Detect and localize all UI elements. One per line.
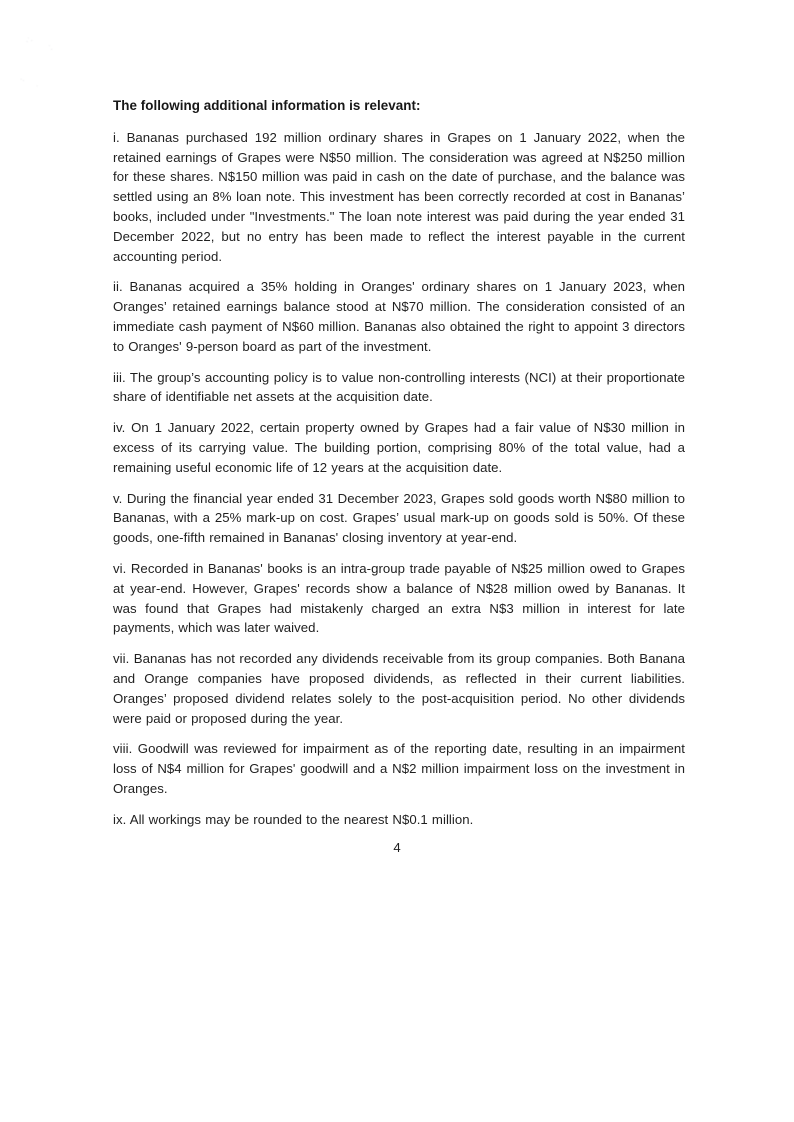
scan-smudge-mark: ˙ xyxy=(35,85,39,94)
section-heading: The following additional information is relevant: xyxy=(113,98,421,113)
paragraph-ii: ii. Bananas acquired a 35% holding in Oranges' ordinary shares on 1 January 2023, when Oranges’ retained earnings balance stood at N$70 million. The consideration consisted of an immediate cash payment of N$60 million. Bananas also obtained the right to appoint 3 directors to Oranges' 9-person board as part of the investment. xyxy=(113,279,685,354)
paragraph-viii: viii. Goodwill was reviewed for impairment as of the reporting date, resulting in an impairment loss of N$4 million for Grapes' goodwill and a N$2 million impairment loss on the investment in Oranges. xyxy=(113,741,685,796)
document-body xyxy=(113,96,685,841)
scan-smudge-mark: ·˙· xyxy=(25,37,34,46)
paragraph-vii: vii. Bananas has not recorded any dividends receivable from its group companies. Both Banana and Orange companies have proposed dividends, as reflected in their current liabilities. Oranges’ proposed dividend relates solely to the post-acquisition period. No other dividends were paid or proposed during the year. xyxy=(113,651,685,726)
scan-smudge-mark: ˙· xyxy=(47,45,54,54)
paragraph-i: i. Bananas purchased 192 million ordinary shares in Grapes on 1 January 2022, when the retained earnings of Grapes were N$50 million. The consideration was agreed at N$250 million for these shares. N$150 million was paid in cash on the date of purchase, and the balance was settled using an 8% loan note. This investment has been correctly recorded at cost in Bananas’ books, included under "Investments." The loan note interest was paid during the year ended 31 December 2022, but no entry has been made to reflect the interest payable in the current accounting period. xyxy=(113,129,685,264)
paragraph-ix: ix. All workings may be rounded to the nearest N$0.1 million. xyxy=(113,811,474,827)
paragraph-vi: vi. Recorded in Bananas' books is an intra-group trade payable of N$25 million owed to Grapes at year-end. However, Grapes' records show a balance of N$28 million owed by Bananas. It was found that Grapes had mistakenly charged an extra N$3 million in interest for late payments, which was later waived. xyxy=(113,560,685,636)
scan-smudge-mark: ·. xyxy=(19,75,25,84)
paragraph-iv: iv. On 1 January 2022, certain property owned by Grapes had a fair value of N$30 million in excess of its carrying value. The building portion, comprising 80% of the total value, had a remaining useful economic life of 12 years at the acquisition date. xyxy=(113,420,685,475)
page-number: 4 xyxy=(393,840,401,855)
paragraph-v: v. During the financial year ended 31 December 2023, Grapes sold goods worth N$80 million to Bananas, with a 25% mark-up on cost. Grapes’ usual mark-up on goods sold is 50%. Of these goods, one-fifth remained in Bananas' closing inventory at year-end. xyxy=(113,490,685,546)
paragraph-iii: iii. The group’s accounting policy is to value non-controlling interests (NCI) at their proportionate share of identifiable net assets at the acquisition date. xyxy=(113,369,685,405)
